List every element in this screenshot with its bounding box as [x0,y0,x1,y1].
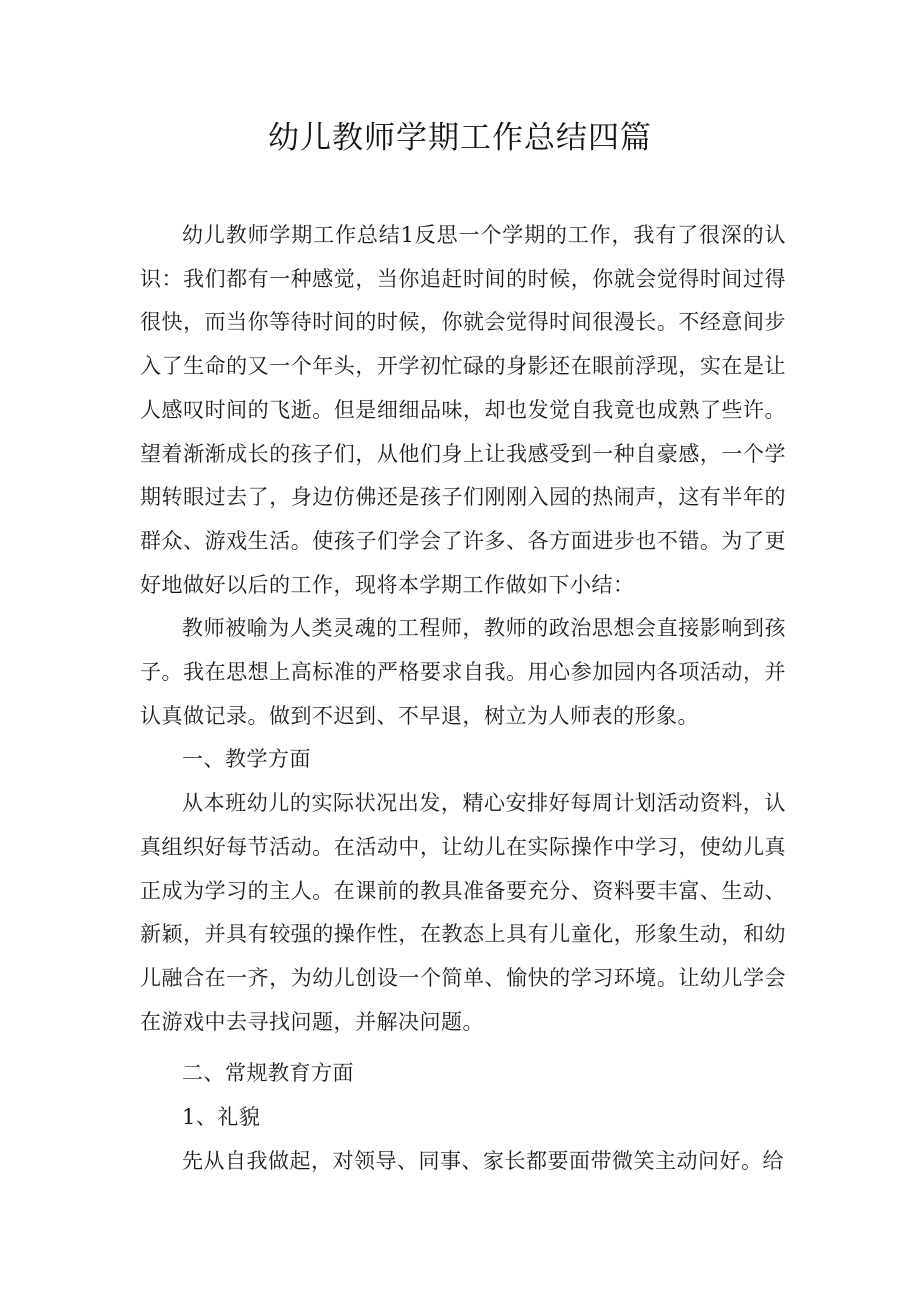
paragraph-intro: 幼儿教师学期工作总结1反思一个学期的工作，我有了很深的认识：我们都有一种感觉，当你追赶时间的时候，你就会觉得时间过得很快，而当你等待时间的时候，你就会觉得时间很漫长。不经意间步入了生命的又一个年头，开学初忙碌的身影还在眼前浮现，实在是让人感叹时间的飞逝。但是细细品味，却也发觉自我竟也成熟了些许。望着渐渐成长的孩子们，从他们身上让我感受到一种自豪感，一个学期转眼过去了，身边仿佛还是孩子们刚刚入园的热闹声，这有半年的群众、游戏生活。使孩子们学会了许多、各方面进步也不错。为了更好地做好以后的工作，现将本学期工作做如下小结： [140,223,786,597]
section-heading-routine-education: 二、常规教育方面 [182,1061,354,1086]
document-body [140,214,786,1183]
document-title: 幼儿教师学期工作总结四篇 [268,120,652,156]
paragraph-courtesy: 先从自我做起，对领导、同事、家长都要面带微笑主动问好。给 [182,1148,784,1173]
paragraph-teaching: 从本班幼儿的实际状况出发，精心安排好每周计划活动资料，认真组织好每节活动。在活动中，让幼儿在实际操作中学习，使幼儿真正成为学习的主人。在课前的教具准备要充分、资料要丰富、生动、新颖，并具有较强的操作性，在教态上具有儿童化，形象生动，和幼儿融合在一齐，为幼儿创设一个简单、愉快的学习环境。让幼儿学会在游戏中去寻找问题，并解决问题。 [140,791,786,1034]
section-heading-teaching: 一、教学方面 [182,747,311,772]
subsection-heading-courtesy: 1、礼貌 [182,1105,261,1130]
paragraph-teacher-ethics: 教师被喻为人类灵魂的工程师，教师的政治思想会直接影响到孩子。我在思想上高标准的严格要求自我。用心参加园内各项活动，并认真做记录。做到不迟到、不早退，树立为人师表的形象。 [140,616,786,728]
